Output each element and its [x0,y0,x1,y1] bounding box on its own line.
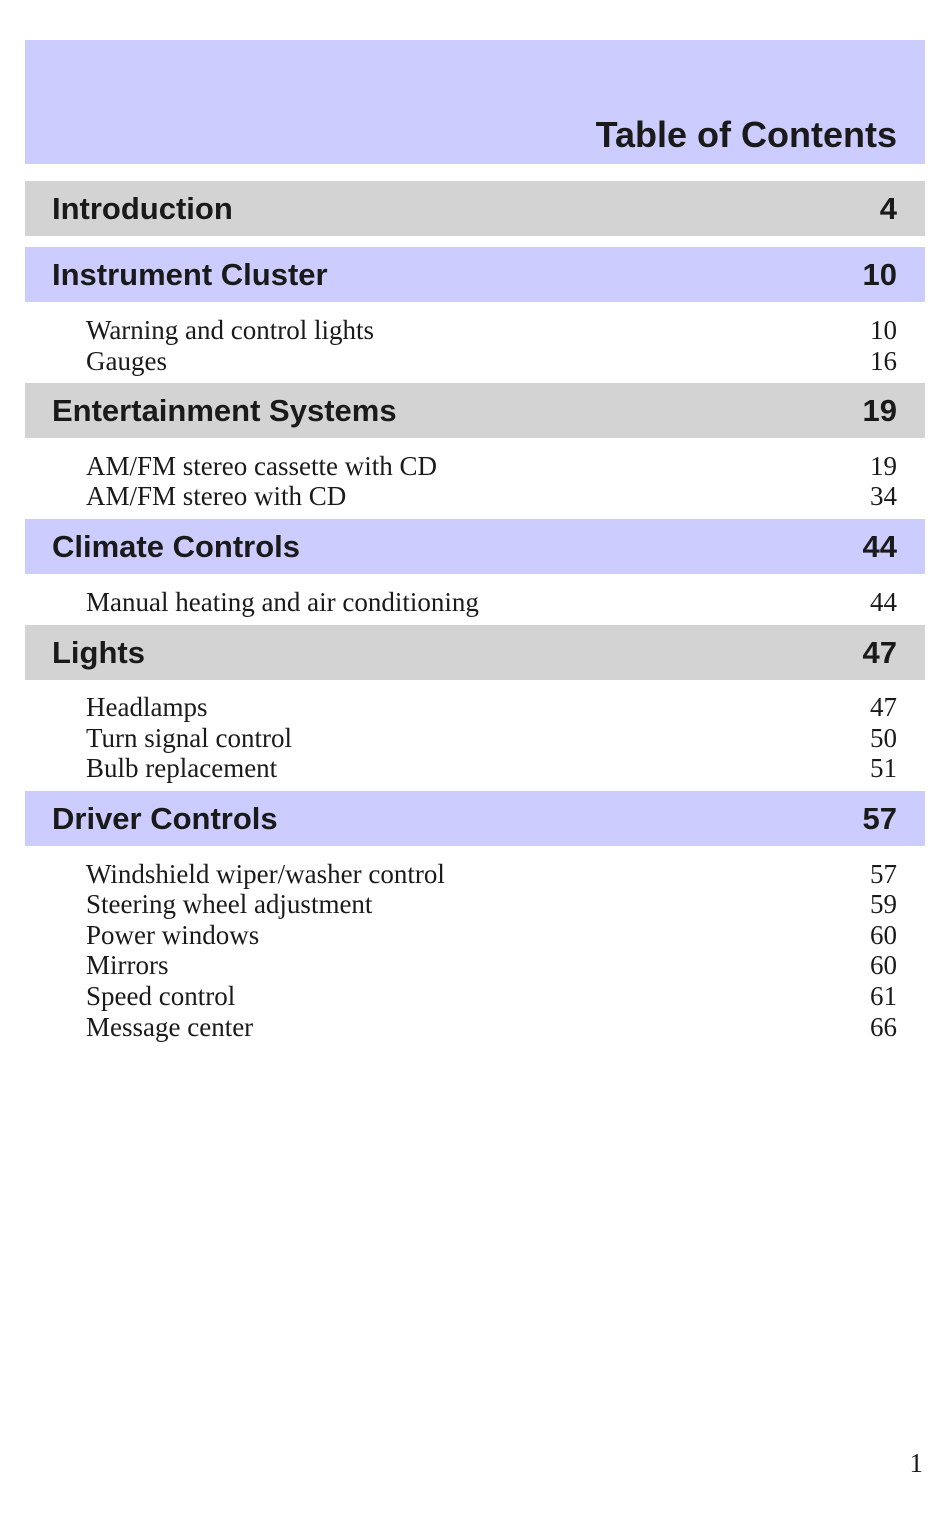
toc-item-title: Headlamps [86,692,208,722]
toc-item-speed-control[interactable] [86,981,897,1012]
section-driver-controls[interactable] [25,791,925,846]
toc-item-page: 34 [870,481,897,511]
toc-item-title: Warning and control lights [86,315,375,345]
toc-item-title: Bulb replacement [86,753,278,783]
toc-item-am-fm-cd[interactable] [86,481,897,512]
toc-item-title: Message center [86,1012,254,1042]
section-page-number: 44 [862,529,897,564]
toc-item-mirrors[interactable] [86,950,897,981]
section-page-number: 4 [879,191,897,226]
toc-item-page: 66 [870,1012,897,1042]
toc-item-steering-wheel[interactable] [86,889,897,920]
toc-item-page: 50 [870,723,897,753]
section-title: Instrument Cluster [52,257,328,292]
toc-item-windshield-wiper[interactable] [86,859,897,890]
section-entertainment-systems[interactable] [25,383,925,438]
page-title: Table of Contents [595,114,897,155]
toc-item-title: Steering wheel adjustment [86,889,373,919]
section-page-number: 10 [862,257,897,292]
section-title: Entertainment Systems [52,393,397,428]
toc-item-title: AM/FM stereo with CD [86,481,347,511]
section-instrument-cluster[interactable] [25,247,925,302]
toc-item-page: 60 [870,920,897,950]
toc-item-turn-signal[interactable] [86,723,897,754]
toc-item-power-windows[interactable] [86,920,897,951]
toc-item-page: 57 [870,859,897,889]
toc-item-headlamps[interactable] [86,692,897,723]
toc-item-page: 51 [870,753,897,783]
section-page-number: 19 [862,393,897,428]
toc-item-page: 10 [870,315,897,345]
toc-item-title: Mirrors [86,950,169,980]
toc-item-title: Turn signal control [86,723,293,753]
section-climate-controls[interactable] [25,519,925,574]
section-title: Driver Controls [52,801,278,836]
section-page-number: 47 [862,635,897,670]
section-page-number: 57 [862,801,897,836]
section-introduction[interactable] [25,181,925,236]
section-title: Climate Controls [52,529,301,564]
toc-item-manual-heating[interactable] [86,587,897,618]
toc-item-warning-lights[interactable] [86,315,897,346]
toc-item-message-center[interactable] [86,1012,897,1043]
toc-item-title: Windshield wiper/washer control [86,859,445,889]
section-title: Lights [52,635,145,670]
toc-item-page: 61 [870,981,897,1011]
toc-item-title: Speed control [86,981,236,1011]
section-lights[interactable] [25,625,925,680]
toc-item-title: Gauges [86,346,167,376]
footer-page-number: 1 [909,1448,923,1478]
toc-header [25,40,925,164]
section-title: Introduction [52,191,233,226]
toc-item-gauges[interactable] [86,346,897,377]
toc-item-title: AM/FM stereo cassette with CD [86,451,437,481]
toc-item-bulb-replacement[interactable] [86,753,897,784]
toc-item-am-fm-cassette-cd[interactable] [86,451,897,482]
toc-item-page: 16 [870,346,897,376]
toc-item-page: 19 [870,451,897,481]
toc-item-page: 47 [870,692,897,722]
toc-item-page: 60 [870,950,897,980]
toc-item-title: Manual heating and air conditioning [86,587,479,617]
toc-item-page: 44 [870,587,897,617]
toc-item-page: 59 [870,889,897,919]
toc-item-title: Power windows [86,920,260,950]
